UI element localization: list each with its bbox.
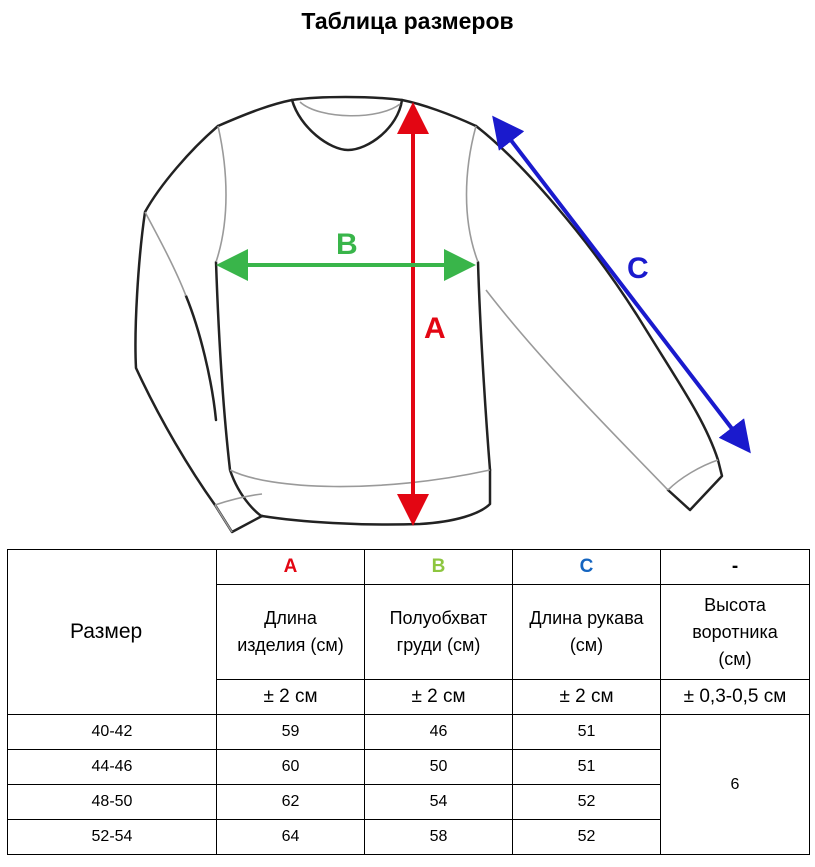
column-collar-letter: - [661,550,810,585]
sleeve-cell: 51 [513,750,661,785]
collar-height-cell: 6 [661,715,810,855]
sleeve-cell: 52 [513,785,661,820]
measure-b-label: B [336,228,358,261]
column-collar-header: Высота воротника (см) [661,585,810,680]
measure-a-label: A [424,312,446,345]
column-c-tolerance: ± 2 см [513,680,661,715]
chest-cell: 50 [365,750,513,785]
length-cell: 64 [217,820,365,855]
sleeve-cell: 51 [513,715,661,750]
sleeve-cell: 52 [513,820,661,855]
column-b-letter: B [365,550,513,585]
column-a-letter: A [217,550,365,585]
size-table [7,549,810,855]
column-b-tolerance: ± 2 см [365,680,513,715]
size-cell: 48-50 [8,785,217,820]
column-a-tolerance: ± 2 см [217,680,365,715]
column-a-header: Длина изделия (см) [217,585,365,680]
size-cell: 44-46 [8,750,217,785]
size-cell: 52-54 [8,820,217,855]
measure-c-label: C [627,252,649,285]
measure-c-arrow [497,122,746,447]
length-cell: 60 [217,750,365,785]
chest-cell: 54 [365,785,513,820]
column-c-header: Длина рукава (см) [513,585,661,680]
page-title: Таблица размеров [301,8,514,34]
chest-cell: 58 [365,820,513,855]
column-b-header: Полуобхват груди (см) [365,585,513,680]
column-collar-tolerance: ± 0,3-0,5 см [661,680,810,715]
column-c-letter: C [513,550,661,585]
size-column-header: Размер [8,550,217,715]
chest-cell: 46 [365,715,513,750]
table-row [8,715,810,750]
length-cell: 62 [217,785,365,820]
size-cell: 40-42 [8,715,217,750]
length-cell: 59 [217,715,365,750]
